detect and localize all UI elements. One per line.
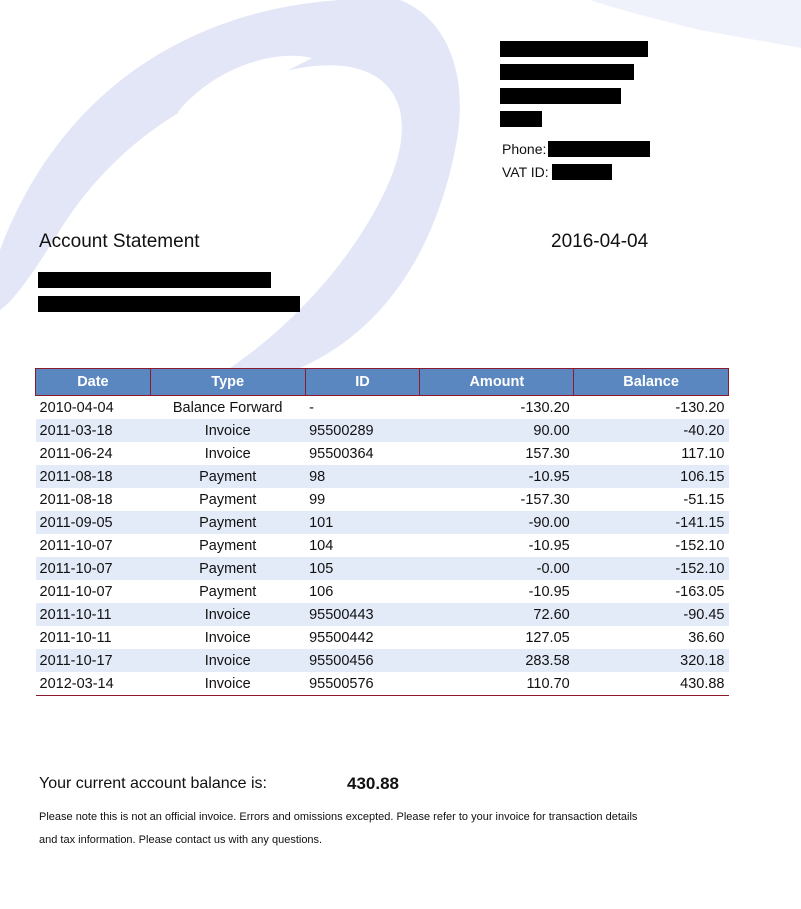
cell-amount: -130.20 [520,399,570,416]
page-title: Account Statement [39,231,200,252]
phone-label: Phone: [502,141,547,157]
cell-id: 101 [305,511,420,534]
cell-id: 95500289 [305,419,420,442]
cell-type: Payment [199,583,257,600]
cell-amount: 90.00 [420,419,574,442]
balance-label: Your current account balance is: [39,775,267,792]
cell-amount: -0.00 [420,557,574,580]
cell-amount: 157.30 [525,445,570,462]
cell-id: - [309,399,314,416]
vat-redacted [552,164,612,180]
cell-type: Payment [150,557,305,580]
cell-amount: -157.30 [520,491,570,508]
cell-id: 105 [305,557,420,580]
vat-label: VAT ID: [502,164,549,180]
cell-amount: 127.05 [525,629,570,646]
table-row [36,626,729,649]
cell-date: 2011-10-07 [39,537,113,554]
cell-id: 98 [305,465,420,488]
cell-id: 106 [309,583,334,600]
cell-balance: 106.15 [574,465,729,488]
cell-balance: 430.88 [574,672,729,696]
cell-date: 2011-06-24 [39,445,113,462]
column-header-type: Type [150,369,305,396]
balance-value: 430.88 [347,774,399,793]
table-row [36,419,729,442]
phone-redacted [548,141,650,157]
cell-amount: -10.95 [528,583,570,600]
cell-type: Invoice [150,649,305,672]
cell-type: Invoice [150,672,305,696]
cell-type: Balance Forward [172,399,283,416]
cell-id: 104 [309,537,334,554]
cell-amount: -10.95 [528,537,570,554]
cell-balance: 36.60 [688,629,725,646]
cell-id: 99 [309,491,326,508]
cell-type: Invoice [150,419,305,442]
cell-balance: -163.05 [675,583,725,600]
cell-type: Payment [199,537,257,554]
cell-balance: -141.15 [574,511,729,534]
table-row [36,649,729,672]
column-header-date: Date [36,369,151,396]
cell-date: 2011-10-07 [39,583,113,600]
cell-type: Invoice [204,629,251,646]
table-row [36,488,729,511]
cell-type: Payment [150,465,305,488]
cell-amount: -90.00 [420,511,574,534]
cell-amount: 110.70 [420,672,574,696]
cell-amount: 72.60 [420,603,574,626]
cell-date: 2011-10-17 [36,649,151,672]
cell-type: Payment [199,491,257,508]
cell-amount: 283.58 [420,649,574,672]
cell-id: 95500576 [305,672,420,696]
column-header-id: ID [305,369,420,396]
address-line-redacted [500,64,634,80]
cell-date: 2011-10-11 [39,629,112,646]
column-header-balance: Balance [574,369,729,396]
cell-date: 2011-10-07 [36,557,151,580]
statement-date: 2016-04-04 [551,231,649,252]
cell-date: 2011-08-18 [39,491,113,508]
cell-date: 2011-03-18 [36,419,151,442]
table-row [36,511,729,534]
table-row [36,465,729,488]
cell-date: 2011-10-11 [36,603,151,626]
cell-balance: -130.20 [675,399,725,416]
cell-balance: -152.10 [574,557,729,580]
cell-date: 2010-04-04 [39,399,114,416]
cell-id: 95500364 [309,445,374,462]
disclaimer-note: Please note this is not an official invoice. Errors and omissions excepted. Please refer to your invoice for transaction details and tax information. Please contact us with any questions. [39,811,638,846]
address-line-redacted [500,111,542,127]
table-row [36,672,729,696]
address-line-redacted [500,88,621,104]
cell-type: Invoice [204,445,251,462]
cell-type: Invoice [150,603,305,626]
table-row [36,396,729,420]
cell-balance: 117.10 [681,445,725,462]
customer-address-redacted [38,296,300,312]
table-row [36,557,729,580]
cell-balance: -152.10 [675,537,725,554]
cell-balance: -90.45 [574,603,729,626]
cell-balance: 320.18 [574,649,729,672]
cell-id: 95500456 [305,649,420,672]
cell-balance: -51.15 [683,491,725,508]
cell-amount: -10.95 [420,465,574,488]
cell-date: 2011-09-05 [36,511,151,534]
table-row [36,442,729,465]
table-row [36,580,729,603]
table-row [36,603,729,626]
cell-date: 2012-03-14 [36,672,151,696]
column-header-amount: Amount [420,369,574,396]
cell-date: 2011-08-18 [36,465,151,488]
cell-id: 95500443 [305,603,420,626]
table-row [36,534,729,557]
company-name-redacted [500,41,648,57]
statement-table [35,368,729,696]
table-header-row [36,369,729,396]
customer-name-redacted [38,272,271,288]
cell-id: 95500442 [309,629,374,646]
cell-balance: -40.20 [574,419,729,442]
cell-type: Payment [150,511,305,534]
